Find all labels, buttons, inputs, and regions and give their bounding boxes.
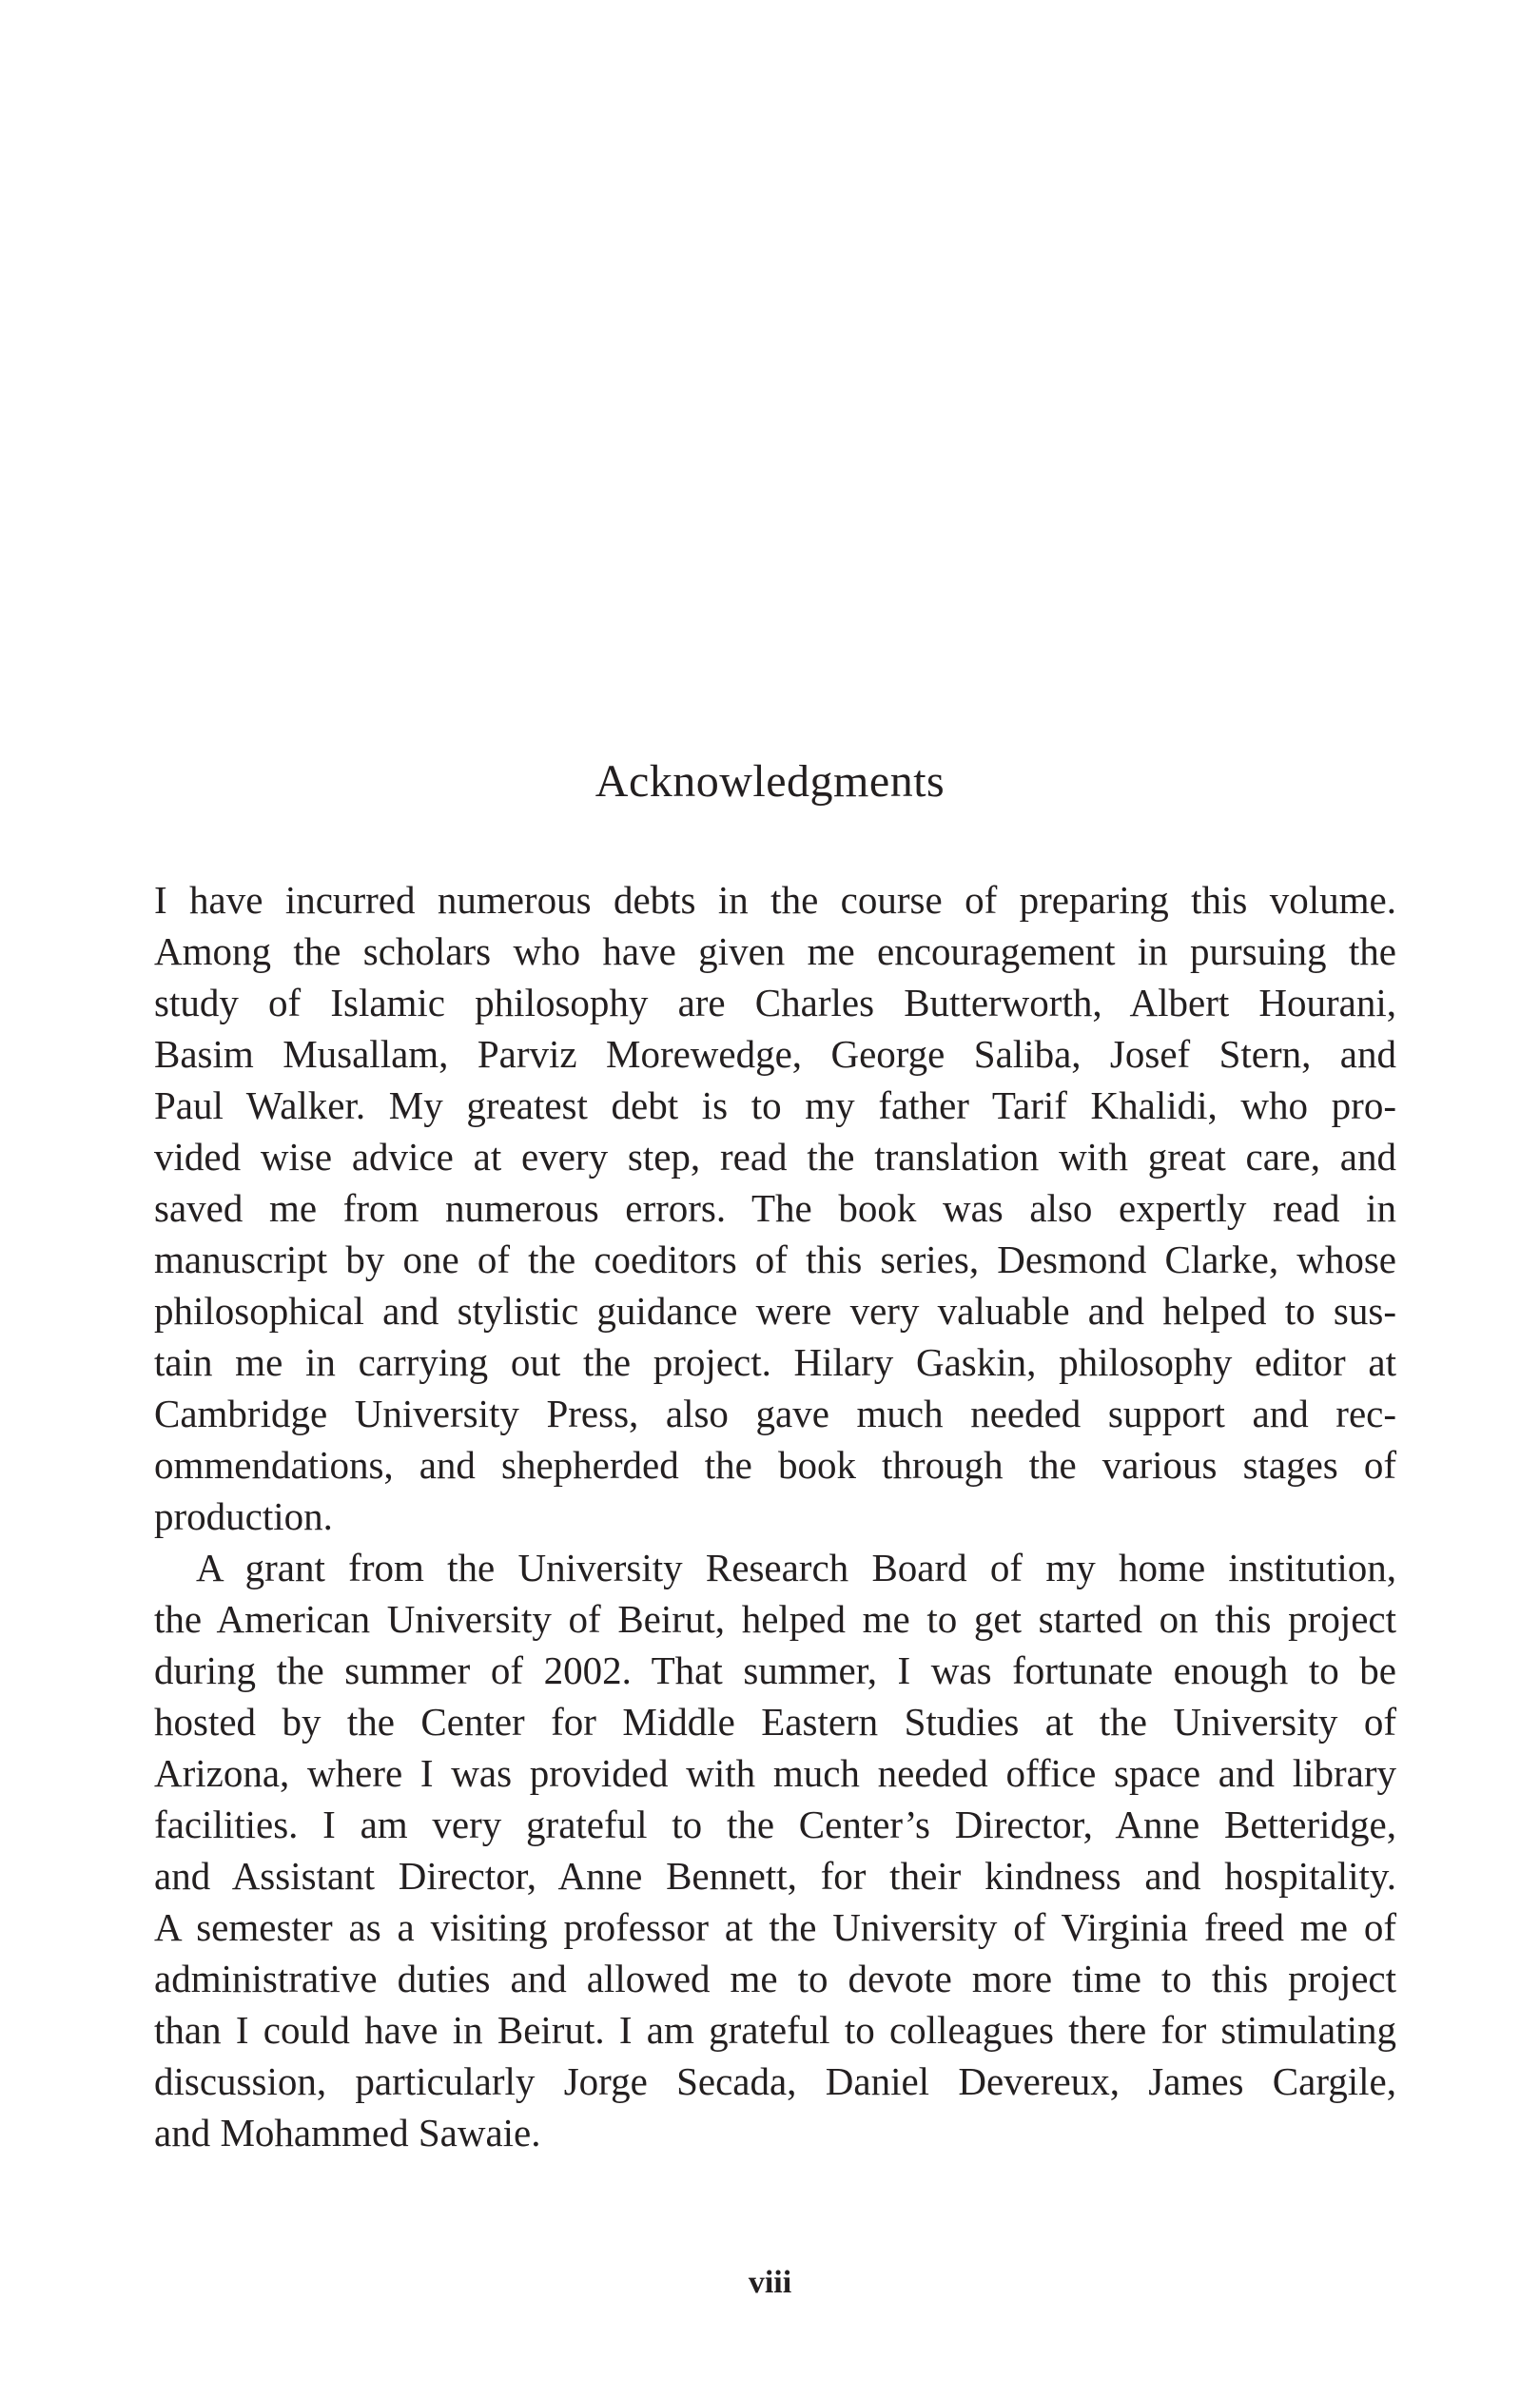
paragraph-2-line-10: than I could have in Beirut. I am grateful to colleagues there for stimulating bbox=[154, 2008, 1396, 2052]
paragraph-2-line-1: A grant from the University Research Board of my home institution, bbox=[196, 1546, 1396, 1589]
page-title: Acknowledgments bbox=[595, 756, 945, 807]
paragraph-2-line-5: Arizona, where I was provided with much needed office space and library bbox=[154, 1751, 1396, 1795]
paragraph-1-line-13: production. bbox=[154, 1494, 333, 1538]
paragraph-2-line-12: and Mohammed Sawaie. bbox=[154, 2111, 541, 2154]
page-number: viii bbox=[748, 2265, 792, 2300]
paragraph-1-line-5: Paul Walker. My greatest debt is to my father Tarif Khalidi, who pro- bbox=[154, 1083, 1396, 1127]
paragraph-2-line-6: facilities. I am very grateful to the Center’s Director, Anne Betteridge, bbox=[154, 1803, 1396, 1846]
paragraph-2-line-2: the American University of Beirut, helped me to get started on this project bbox=[154, 1597, 1396, 1641]
paragraph-2-line-7: and Assistant Director, Anne Bennett, for their kindness and hospitality. bbox=[154, 1854, 1396, 1898]
paragraph-2-line-4: hosted by the Center for Middle Eastern Studies at the University of bbox=[154, 1700, 1396, 1744]
paragraph-1-line-9: philosophical and stylistic guidance were very valuable and helped to sus- bbox=[154, 1289, 1396, 1333]
paragraph-1-line-8: manuscript by one of the coeditors of this series, Desmond Clarke, whose bbox=[154, 1238, 1396, 1281]
paragraph-1-line-1: I have incurred numerous debts in the course of preparing this volume. bbox=[154, 878, 1396, 922]
paragraph-2-line-3: during the summer of 2002. That summer, I was fortunate enough to be bbox=[154, 1648, 1396, 1692]
paragraph-1-line-10: tain me in carrying out the project. Hilary Gaskin, philosophy editor at bbox=[154, 1340, 1396, 1384]
paragraph-1-line-2: Among the scholars who have given me encouragement in pursuing the bbox=[154, 929, 1396, 973]
paragraph-1-line-4: Basim Musallam, Parviz Morewedge, George Saliba, Josef Stern, and bbox=[154, 1032, 1396, 1076]
paragraph-1-line-11: Cambridge University Press, also gave much needed support and rec- bbox=[154, 1392, 1396, 1435]
paragraph-1-line-6: vided wise advice at every step, read the translation with great care, and bbox=[154, 1135, 1396, 1179]
paragraph-1-line-12: ommendations, and shepherded the book through the various stages of bbox=[154, 1443, 1396, 1487]
paragraph-2-line-9: administrative duties and allowed me to devote more time to this project bbox=[154, 1957, 1396, 2000]
paragraph-1-line-3: study of Islamic philosophy are Charles Butterworth, Albert Hourani, bbox=[154, 981, 1396, 1024]
paragraph-2-line-8: A semester as a visiting professor at the University of Virginia freed me of bbox=[154, 1905, 1396, 1949]
paragraph-1-line-7: saved me from numerous errors. The book was also expertly read in bbox=[154, 1186, 1396, 1230]
paragraph-2-line-11: discussion, particularly Jorge Secada, Daniel Devereux, James Cargile, bbox=[154, 2059, 1396, 2103]
